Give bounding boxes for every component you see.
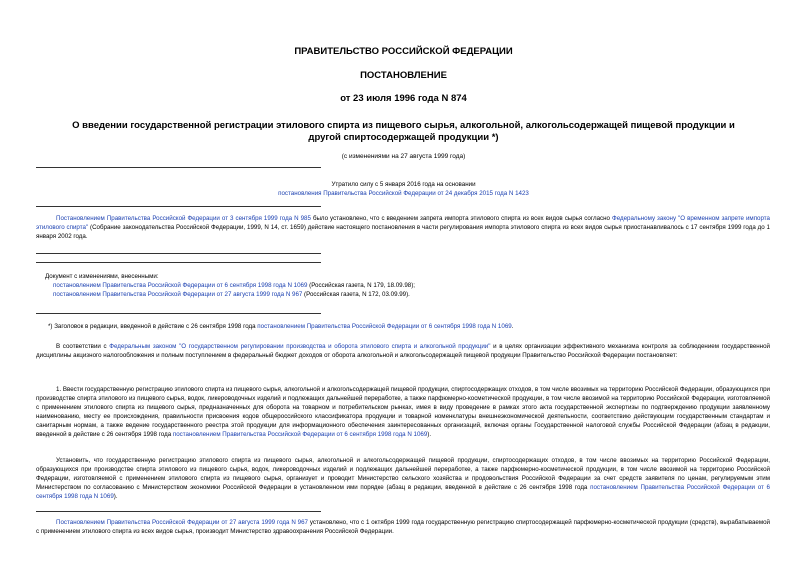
divider xyxy=(36,253,321,254)
federal-law-regulation-link[interactable]: Федеральным законом "О государственном регулировании производства и оборота этилового спирта и алкогольной продукции" xyxy=(109,343,491,350)
preamble xyxy=(36,343,770,361)
paragraph-2 xyxy=(36,457,770,502)
paragraph-3 xyxy=(36,519,770,537)
federal-law-import-link[interactable]: Федеральному закону "О временном запрете импорта этилового спирта" xyxy=(36,215,770,231)
footnote xyxy=(48,323,768,332)
paragraph-1-end: ). xyxy=(427,430,432,438)
decree-967-note-link[interactable]: Постановлением Правительства Российской Федерации от 27 августа 1999 года N 967 xyxy=(56,519,308,526)
amendment-note: (с изменениями на 27 августа 1999 года) xyxy=(341,153,466,160)
import-note-text-2: (Собрание законодательства Российской Федерации, 1999, N 14, ст. 1659) действие настоящего постановления в части регулирования импорта этилового спирта из всех видов сырья приостанавливалось с 17 сентября 1999 года до 1 января 2002 года. xyxy=(36,223,770,240)
divider xyxy=(36,511,321,512)
footnote-end: . xyxy=(511,323,514,330)
footnote-link[interactable]: постановлением Правительства Российской Федерации от 6 сентября 1998 года N 1069 xyxy=(257,323,512,330)
paragraph-2-text: Установить, что государственную регистрацию этилового спирта из пищевого сырья, алкогольной и алкогольсодержащей пищевой продукции, спиртосодержащих отходов, в том числе ввозимых на территорию Российской Федерации, образующихся при производстве спирта этилового из пищевого сырья, водок, ликероводочных изделий и подлежащих дальнейшей переработке, а также парфюмерно-косметической продукции, в том числе ввозимой на территорию Российской Федерации, изготовляемой с применением этилового спирта из пищевого сырья, организует и проводит Министерство сельского хозяйства и продовольствия Российской Федерации за счет средств заявителя по ценам, регулируемым этим Министерством по согласованию с Министерством экономики Российской Федерации в установленном ими порядке (абзац в редакции, введенной в действие с 26 сентября 1998 года xyxy=(36,457,770,491)
divider xyxy=(36,167,321,168)
document-kind: ПОСТАНОВЛЕНИЕ xyxy=(360,70,447,81)
paragraph-1 xyxy=(36,386,770,439)
government-heading: ПРАВИТЕЛЬСТВО РОССИЙСКОЙ ФЕДЕРАЦИИ xyxy=(294,46,513,57)
import-note-text: было установлено, что с введением запрета импорта этилового спирта из всех видов сырья согласно xyxy=(310,215,612,222)
document-date: от 23 июля 1996 года N 874 xyxy=(340,93,467,104)
changes-heading: Документ с изменениями, внесенными: xyxy=(45,273,159,280)
preamble-text-2: и в целях организации эффективного механизма контроля за соблюдением государственной дисциплины акцизного налогообложения и полным поступлением в федеральный бюджет доходов от оборота алкогольной и алкогольсодержащей пищевой продукции Правительство Российской Федерации постановляет: xyxy=(36,343,770,359)
void-text: Утратило силу с 5 января 2016 года на основании xyxy=(331,181,476,188)
divider xyxy=(36,313,321,314)
footnote-text: *) Заголовок в редакции, введенной в действие с 26 сентября 1998 года xyxy=(48,323,258,330)
paragraph-1-text: 1. Ввести государственную регистрацию этилового спирта из пищевого сырья, алкогольной и алкогольсодержащей пищевой продукции, спиртосодержащих отходов, в том числе ввозимых на территорию Российской Федерации, образующихся при производстве спирта этилового из пищевого сырья, водок, ликероводочных изделий и подлежащих дальнейшей переработке, а также парфюмерно-косметической продукции, в том числе ввозимой на территорию Российской Федерации, изготовляемой с применением этилового спирта из пищевого сырья, предназначенных для оборота на товарном и потребительском рынках, имея в виду проведение в рамках этого акта государственной экспертизы по подтверждению продукции заявленному наименованию, месту ее происхождения, правильности присвоения кодов общероссийского классификатора продукции и товарной номенклатуры внешнеэкономической деятельности, соответствию действующим государственным стандартам и санитарным нормам, а также ведение государственного реестра этой продукции для информационного обеспечения заинтересованных организаций, включая органы Государственной налоговой службы Российской Федерации (абзац в редакции, введенной в действие с 26 сентября 1998 года xyxy=(36,386,770,438)
void-notice xyxy=(0,181,807,199)
changes-source-2: (Российская газета, N 172, 03.09.99). xyxy=(302,290,410,298)
divider xyxy=(36,206,321,207)
paragraph-2-link[interactable]: постановлением Правительства Российской Федерации от 6 сентября 1998 года N 1069 xyxy=(36,483,770,500)
document-title: О введении государственной регистрации этилового спирта из пищевого сырья, алкогольной, алкогольсодержащей пищевой продукции и другой спиртосодержащей продукции *) xyxy=(72,120,735,143)
paragraph-2-end: ). xyxy=(113,492,118,500)
import-note xyxy=(36,215,770,242)
preamble-text: В соответствии с xyxy=(56,343,110,350)
paragraph-3-text: установлено, что с 1 октября 1999 года государственную регистрацию спиртосодержащей парфюмерно-косметической продукции (средств), вырабатываемой с применением этилового спирта из всех видов сырья, производит Министерство здравоохранения Российской Федерации. xyxy=(36,519,771,535)
decree-967-link[interactable]: постановлением Правительства Российской Федерации от 27 августа 1999 года N 967 xyxy=(53,290,303,298)
changes-block xyxy=(45,273,765,300)
decree-985-link[interactable]: Постановлением Правительства Российской Федерации от 3 сентября 1999 года N 985 xyxy=(56,215,311,222)
decree-1069-link[interactable]: постановлением Правительства Российской Федерации от 6 сентября 1998 года N 1069 xyxy=(53,281,308,289)
divider xyxy=(36,262,321,263)
paragraph-1-link[interactable]: постановлением Правительства Российской Федерации от 6 сентября 1998 года N 1069 xyxy=(172,430,428,438)
changes-source-1: (Российская газета, N 179, 18.09.98); xyxy=(307,281,415,289)
void-link[interactable]: постановления Правительства Российской Федерации от 24 декабря 2015 года N 1423 xyxy=(278,189,529,197)
